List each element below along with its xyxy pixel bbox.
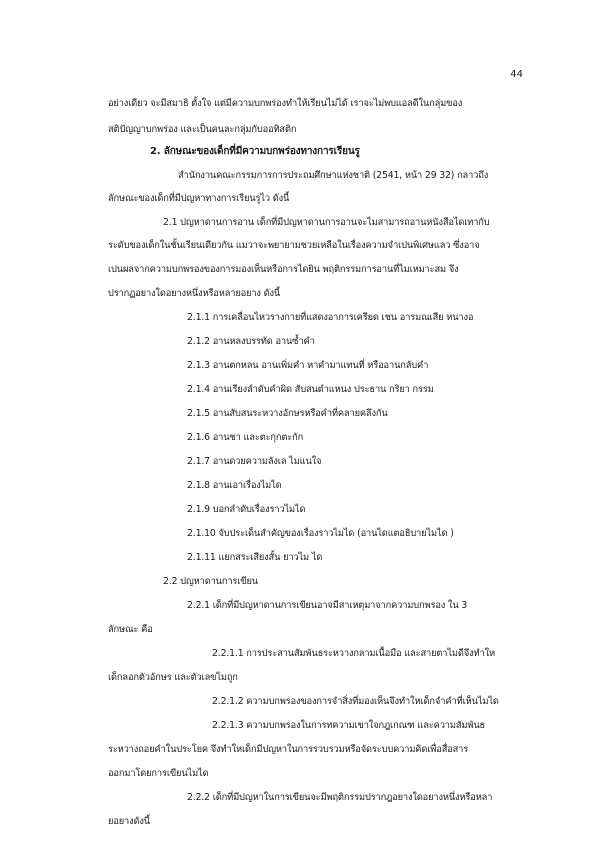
paragraph-line: ปรากฏอยางใดอยางหนึ่งหรือหลายอยาง ดังนี้ (108, 288, 281, 299)
list-item: 2.1.7 อานดวยความลังเล ไมแนใจ (187, 456, 322, 467)
list-item: 2.1.5 อานสับสนระหวางอักษรหรือคำที่คลายคลึงกัน (187, 408, 388, 419)
paragraph-line: ระหวางถอยคำในประโยค จึงทำใหเด็กมีปญหาในการรวบรวมหรือจัดระบบความคิดเพื่อสื่อสาร (108, 744, 469, 755)
list-item: 2.1.3 อานตกหลน อานเพิ่มคำ หาคำมาแทนที่ หรืออานกลับคำ (187, 360, 429, 371)
list-item: 2.2.1.3 ความบกพรองในการทความเขาใจกฎเกณฑ และความสัมพันธ (212, 720, 486, 731)
list-item: 2.2.2 เด็กที่มีปญหาในการเขียนจะมีพฤติกรรมปรากฎอยางใดอยางหนึ่งหรือหลา (187, 792, 493, 803)
subsection-heading: 2.2 ปญหาดานการเขียน (163, 576, 259, 587)
list-item: 2.1.4 อานเรียงลำดับคำผิด สับสนตำแหนง ประธาน กริยา กรรม (187, 384, 434, 395)
list-item: 2.1.1 การเคลื่อนไหวรางกายที่แสดงอาการเครียด เชน อารมณเสีย หนางอ (187, 312, 474, 323)
section-heading: 2. ลักษณะของเด็กที่มีความบกพร่องทางการเรียนรู (150, 146, 360, 157)
paragraph-line: สติปัญญาบกพร่อง และเป็นคนละกลุ่มกับออทิสติก (108, 124, 297, 135)
paragraph-line: เด็กลอกตัวอักษร และตัวเลขไมถูก (108, 672, 238, 683)
page-number: 44 (510, 69, 523, 80)
paragraph-line: ลักษณะ คือ (108, 624, 153, 635)
paragraph-line: สำนักงานคณะกรรมการการประถมศึกษาแห่งชาติ (2541, หน้า 29 32) กลาวถึง (178, 170, 489, 181)
list-item: 2.1.11 แยกสระเสียงสั้น ยาวไม ได (187, 552, 323, 563)
paragraph-line: เปนผลจากความบกพรองของการมองเห็นหรือการไดยิน พฤติกรรมการอานที่ไมเหมาะสม จึง (108, 264, 459, 275)
list-item: 2.1.6 อานชา และตะกุกตะกัก (187, 432, 304, 443)
list-item: 2.1.10 จับประเด็นสำคัญของเรื่องราวไมได (อานไดแตอธิบายไมได ) (187, 528, 454, 539)
list-item: 2.1.2 อานหลงบรรทัด อานซ้ำคำ (187, 336, 315, 347)
list-item: 2.1.8 อานเอาเรื่องไมได (187, 480, 282, 491)
subsection-heading: 2.1 ปญหาดานการอาน เด็กที่มีปญหาดานการอานจะไมสามารถอานหนังสือไดเทากับ (163, 217, 490, 228)
paragraph-line: ลักษณะของเด็กที่มีปญหาทางการเรียนรูไว ดังนี้ (108, 193, 290, 204)
list-item: 2.2.1 เด็กที่มีปญหาดานการเขียนอาจมีสาเหตุมาจากความบกพรอง ใน 3 (187, 600, 468, 611)
paragraph-line: ออกมาโดยการเขียนไมได (108, 768, 209, 779)
list-item: 2.2.1.2 ความบกพรองของการจำสิ่งที่มองเห็นจึงทำใหเด็กจำคำที่เห็นไมได (212, 696, 499, 707)
list-item: 2.1.9 บอกลำดับเรื่องราวไมได (187, 504, 306, 515)
paragraph-line: ยอยางดังนี้ (108, 816, 150, 827)
list-item: 2.2.1.1 การประสานสัมพันธระหวางกลามเนื้อมือ และสายตาไมดีจึงทำให (212, 648, 496, 659)
paragraph-line: อย่างเดียว จะมีสมาธิ ตั้งใจ แต่มีความบกพร่องทำให้เรียนไม่ได้ เราจะไม่พบแอลดีในกลุ่มของ (108, 98, 463, 109)
paragraph-line: ระดับของเด็กในชั้นเรียนเดียวกัน แมวาจะพยายามชวยเหลือในเรื่องความจำเปนพิเศษแลว ซึ่งอาจ (108, 240, 480, 251)
